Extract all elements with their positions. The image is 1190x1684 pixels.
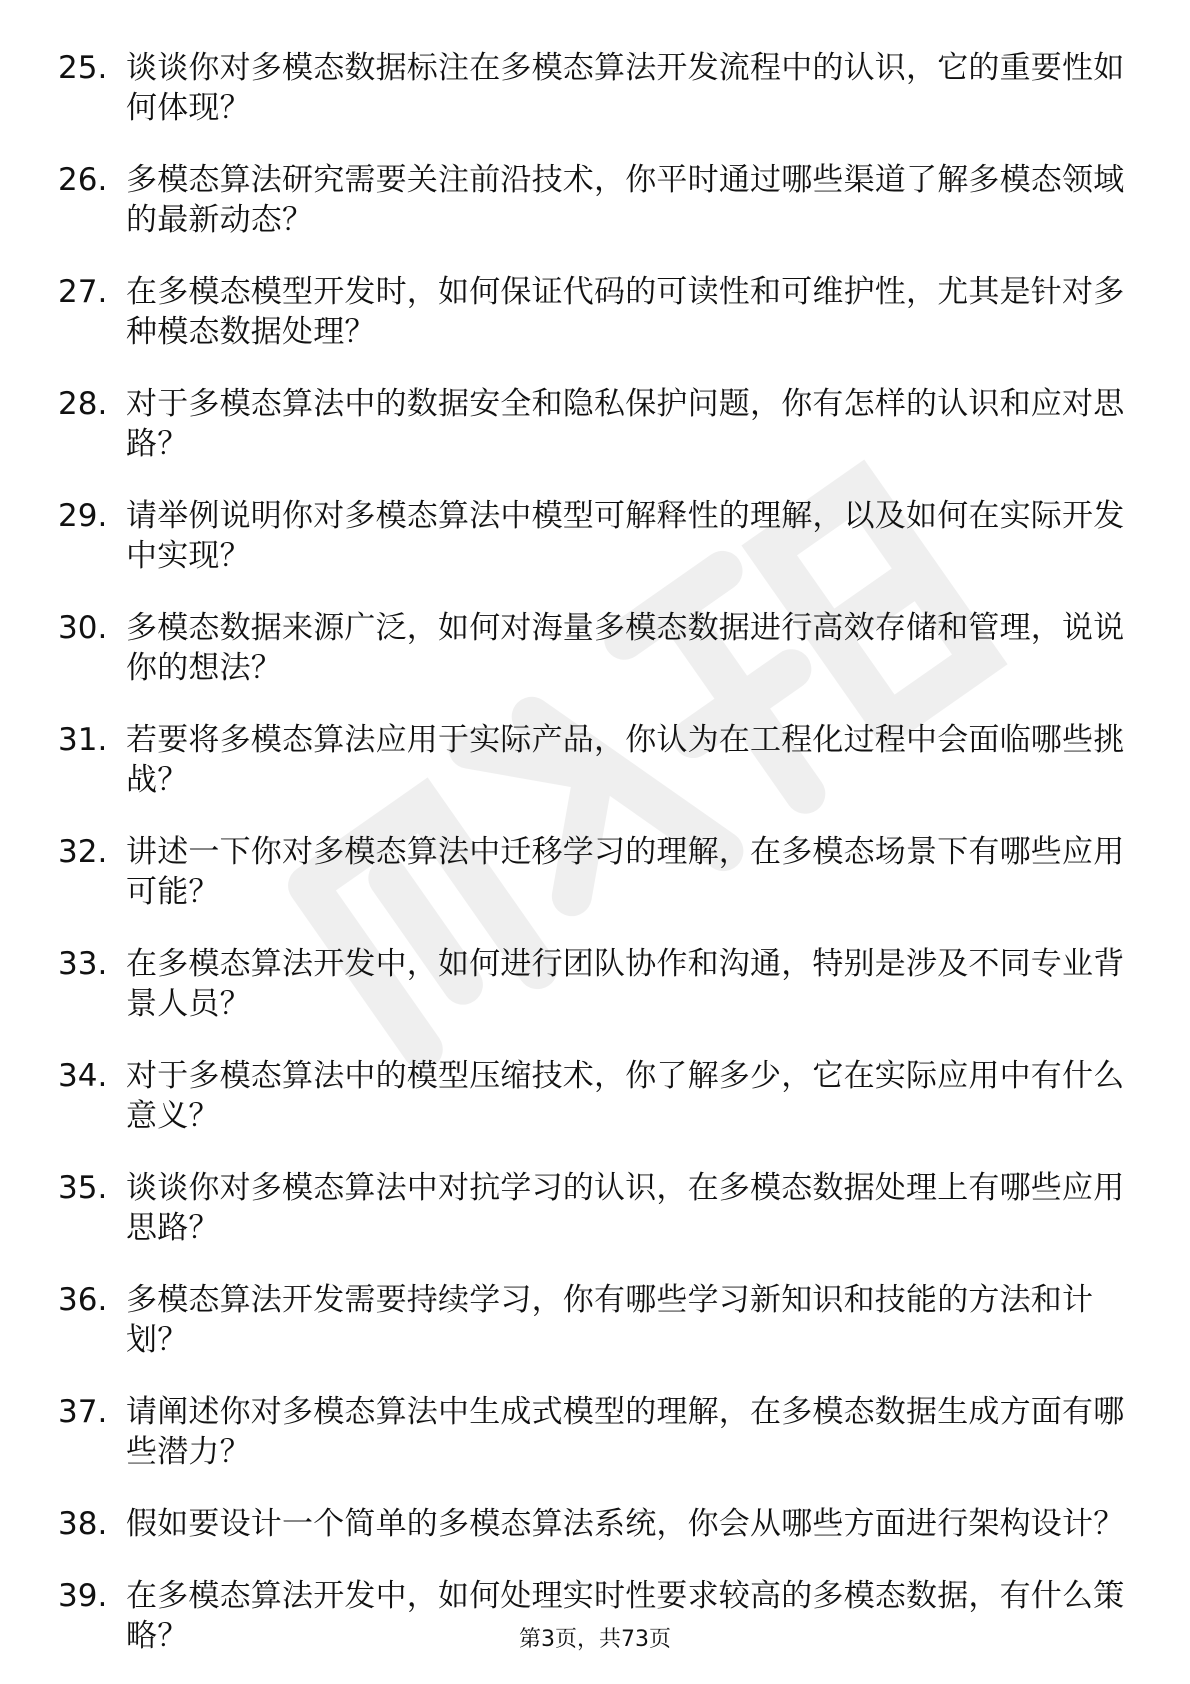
- question-item: [58, 944, 1133, 1024]
- question-text: 请阐述你对多模态算法中生成式模型的理解，在多模态数据生成方面有哪些潜力？: [126, 1394, 1125, 1470]
- question-text: 假如要设计一个简单的多模态算法系统，你会从哪些方面进行架构设计？: [126, 1506, 1125, 1542]
- question-number: 31.: [58, 722, 108, 758]
- question-item: [58, 1168, 1133, 1248]
- question-item: [58, 1392, 1133, 1472]
- question-text: 在多模态算法开发中，如何处理实时性要求较高的多模态数据，有什么策略？: [126, 1578, 1125, 1654]
- question-text: 请举例说明你对多模态算法中模型可解释性的理解，以及如何在实际开发中实现？: [126, 498, 1125, 574]
- question-text: 多模态算法开发需要持续学习，你有哪些学习新知识和技能的方法和计划？: [126, 1282, 1094, 1358]
- question-item: [58, 608, 1133, 688]
- question-number: 38.: [58, 1506, 108, 1542]
- question-item: [58, 272, 1133, 352]
- question-number: 34.: [58, 1058, 108, 1094]
- question-text: 对于多模态算法中的模型压缩技术，你了解多少，它在实际应用中有什么意义？: [126, 1058, 1125, 1134]
- question-number: 30.: [58, 610, 108, 646]
- question-item: [58, 496, 1133, 576]
- question-number: 29.: [58, 498, 108, 534]
- question-text: 谈谈你对多模态算法中对抗学习的认识，在多模态数据处理上有哪些应用思路？: [126, 1170, 1125, 1246]
- question-item: [58, 160, 1133, 240]
- question-number: 36.: [58, 1282, 108, 1318]
- question-item: [58, 384, 1133, 464]
- question-text: 对于多模态算法中的数据安全和隐私保护问题，你有怎样的认识和应对思路？: [126, 386, 1125, 462]
- question-number: 32.: [58, 834, 108, 870]
- question-text: 在多模态算法开发中，如何进行团队协作和沟通，特别是涉及不同专业背景人员？: [126, 946, 1125, 1022]
- question-number: 39.: [58, 1578, 108, 1614]
- question-item: [58, 1056, 1133, 1136]
- question-item: [58, 48, 1133, 128]
- question-item: [58, 720, 1133, 800]
- question-number: 25.: [58, 50, 108, 86]
- question-item: [58, 832, 1133, 912]
- question-text: 若要将多模态算法应用于实际产品，你认为在工程化过程中会面临哪些挑战？: [126, 722, 1125, 798]
- question-number: 26.: [58, 162, 108, 198]
- question-number: 27.: [58, 274, 108, 310]
- question-text: 讲述一下你对多模态算法中迁移学习的理解，在多模态场景下有哪些应用可能？: [126, 834, 1125, 910]
- question-number: 33.: [58, 946, 108, 982]
- question-item: [58, 1280, 1133, 1360]
- question-item: [58, 1504, 1133, 1544]
- question-text: 在多模态模型开发时，如何保证代码的可读性和可维护性，尤其是针对多种模态数据处理？: [126, 274, 1125, 350]
- question-text: 谈谈你对多模态数据标注在多模态算法开发流程中的认识，它的重要性如何体现？: [126, 50, 1125, 126]
- question-number: 35.: [58, 1170, 108, 1206]
- question-number: 37.: [58, 1394, 108, 1430]
- question-text: 多模态算法研究需要关注前沿技术，你平时通过哪些渠道了解多模态领域的最新动态？: [126, 162, 1125, 238]
- question-list: [58, 48, 1133, 1656]
- page-footer: 第3页，共73页: [519, 1627, 671, 1652]
- question-number: 28.: [58, 386, 108, 422]
- question-text: 多模态数据来源广泛，如何对海量多模态数据进行高效存储和管理，说说你的想法？: [126, 610, 1125, 686]
